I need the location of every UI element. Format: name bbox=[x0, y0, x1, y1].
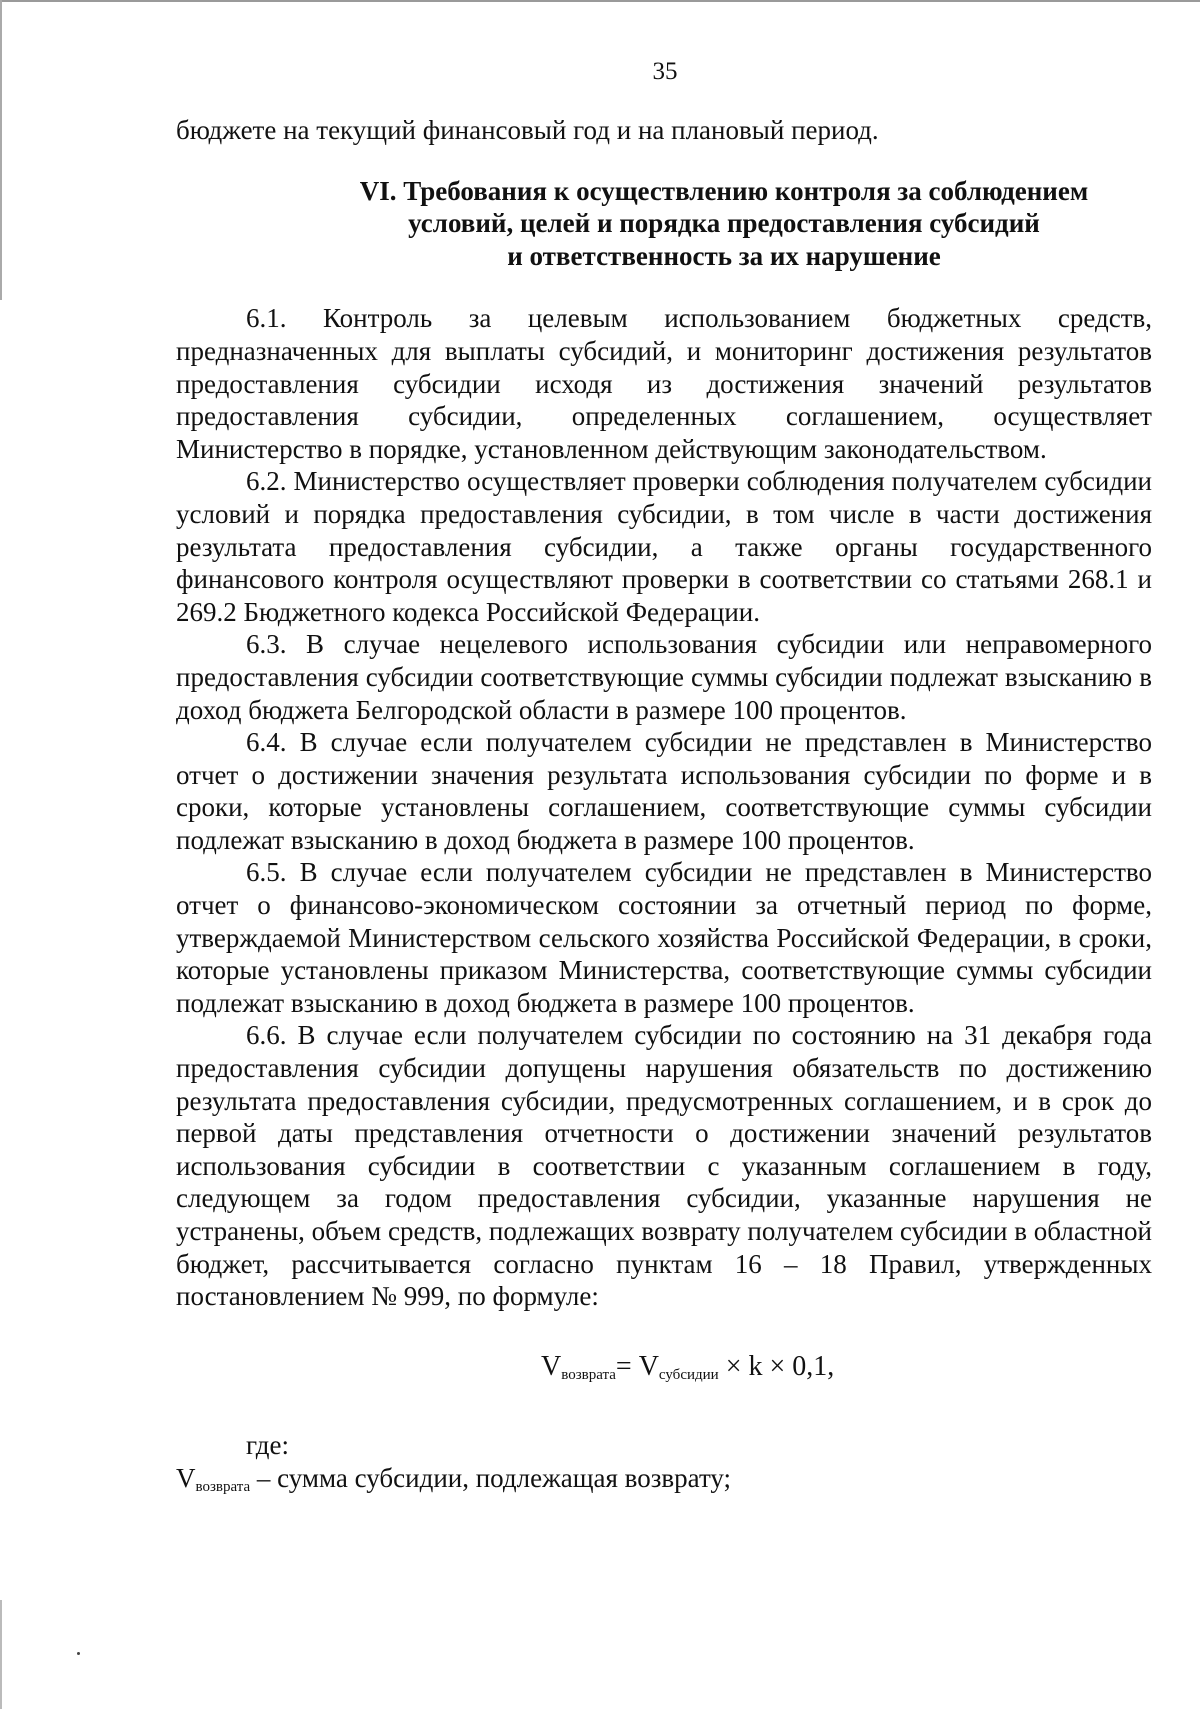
definition-symbol: V bbox=[176, 1462, 196, 1493]
paragraph-6-3: 6.3. В случае нецелевого использования субсидии или неправомерного предоставления субсидии соответствующие суммы субсидии подлежат взысканию в доход бюджета Белгородской области в размере 100 процентов. bbox=[176, 629, 1152, 725]
formula-symbol: V bbox=[638, 1350, 659, 1382]
scan-edge-top bbox=[0, 0, 1200, 6]
paragraph-6-5: 6.5. В случае если получателем субсидии не представлен в Министерство отчет о финансово-экономическом состоянии за отчетный период по форме, утверждаемой Министерством сельского хозяйства Российской Федерации, в сроки, которые установлены приказом Министерства, соответствующие суммы субсидии подлежат взысканию в доход бюджета в размере 100 процентов. bbox=[176, 857, 1152, 1018]
formula-rest: × k × 0,1, bbox=[718, 1350, 835, 1382]
section-heading-line: VI. Требования к осуществлению контроля за соблюдением bbox=[359, 175, 1089, 206]
section-heading-line: и ответственность за их нарушение bbox=[507, 240, 941, 271]
definition-subscript: возврата bbox=[195, 1478, 251, 1495]
scan-edge-left bbox=[0, 0, 5, 300]
formula-subscript: возврата bbox=[561, 1366, 616, 1383]
formula-equals: = bbox=[615, 1350, 639, 1382]
formula bbox=[176, 1351, 1152, 1392]
scan-edge-left-lower bbox=[0, 1600, 5, 1709]
intro-line: бюджете на текущий финансовый год и на плановый период. bbox=[176, 115, 879, 145]
page-number: 35 bbox=[652, 58, 678, 85]
definition-line bbox=[176, 1462, 1152, 1504]
paragraph-6-1: 6.1. Контроль за целевым использованием бюджетных средств, предназначенных для выплаты субсидий, и мониторинг достижения результатов предоставления субсидии исходя из достижения значений результатов предоставления субсидии, определенных соглашением, осуществляет Министерство в порядке, установленном действующим законодательством. bbox=[176, 303, 1152, 464]
definition-text: – сумма субсидии, подлежащая возврату; bbox=[250, 1462, 732, 1493]
document-body bbox=[176, 114, 1152, 1504]
scan-speck bbox=[77, 1652, 80, 1655]
section-heading-line: условий, целей и порядка предоставления субсидий bbox=[408, 208, 1040, 239]
paragraph-6-6: 6.6. В случае если получателем субсидии по состоянию на 31 декабря года предоставления субсидии допущены нарушения обязательств по достижению результата предоставления субсидии, предусмотренных соглашением, и в срок до первой даты представления отчетности о достижении значений результатов использования субсидии в соответствии с указанным соглашением в году, следующем за годом предоставления субсидии, указанные нарушения не устранены, объем средств, подлежащих возврату получателем субсидии в областной бюджет, рассчитывается согласно пунктам 16 – 18 Правил, утвержденных постановлением № 999, по формуле: bbox=[176, 1020, 1152, 1312]
paragraph-6-4: 6.4. В случае если получателем субсидии не представлен в Министерство отчет о достижении значения результата использования субсидии по форме и в сроки, которые установлены соглашением, соответствующие суммы субсидии подлежат взысканию в доход бюджета в размере 100 процентов. bbox=[176, 727, 1152, 855]
formula-symbol: V bbox=[541, 1350, 562, 1382]
paragraph-6-2: 6.2. Министерство осуществляет проверки соблюдения получателем субсидии условий и порядка предоставления субсидии, в том числе в части достижения результата предоставления субсидии, а также органы государственного финансового контроля осуществляют проверки в соответствии со статьями 268.1 и 269.2 Бюджетного кодекса Российской Федерации. bbox=[176, 466, 1152, 627]
section-heading bbox=[176, 175, 1152, 273]
where-label: где: bbox=[246, 1430, 289, 1461]
formula-subscript: субсидии bbox=[658, 1366, 719, 1383]
